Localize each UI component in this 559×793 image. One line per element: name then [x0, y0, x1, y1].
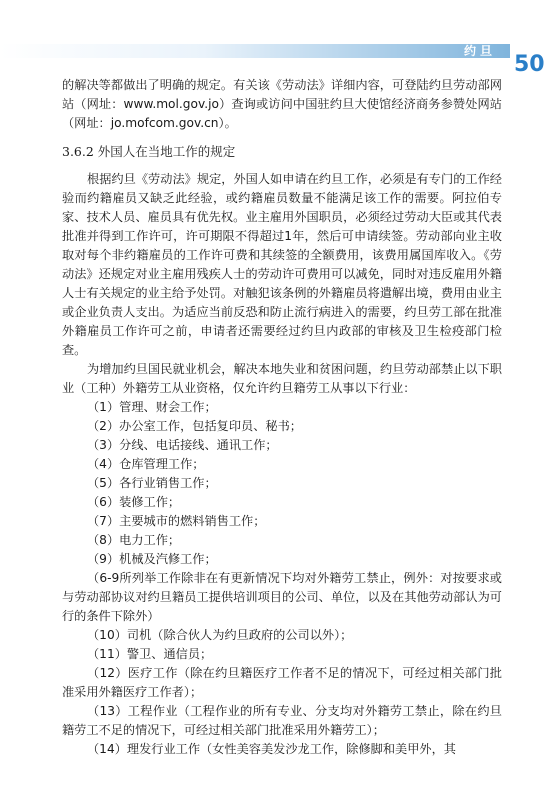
section-heading: 3.6.2 外国人在当地工作的规定	[62, 144, 236, 159]
list-item: （7）主要城市的燃料销售工作；	[87, 514, 266, 528]
list-item: （10）司机（除合伙人为约旦政府的公司以外）；	[87, 628, 353, 642]
list-item: （8）电力工作；	[87, 533, 181, 547]
paragraph-labor-law: 根据约旦《劳动法》规定，外国人如申请在约旦工作，必须是有专门的工作经验而约籍雇员又缺乏此经验，或约籍雇员数量不能满足该工作的需要。阿拉伯专家、技术人员、雇员具有优先权。业主雇用外国职员，必须经过劳动大臣或其代表批准并得到工作许可，许可期限不得超过1年，然后可申请续签。劳动部向业主收取对每个非约籍雇员的工作许可费和其续签的全额费用，该费用属国库收入。《劳动法》还规定对业主雇用残疾人士的劳动许可费用可以减免，同时对违反雇用外籍人士有关规定的业主给予处罚。对触犯该条例的外籍雇员将遣解出境，费用由业主或企业负责人支出。为适应当前反恐和防止流行病进入的需要，约旦劳工部在批准外籍雇员工作许可之前，申请者还需要经过约旦内政部的审核及卫生检疫部门检查。	[62, 172, 502, 357]
list-item: （9）机械及汽修工作；	[87, 552, 217, 566]
header-band	[0, 44, 510, 58]
list-item: （11）警卫、通信员；	[87, 647, 213, 661]
list-item: （3）分线、电话接线、通讯工作；	[87, 438, 278, 452]
list-item: （1）管理、财会工作；	[87, 400, 217, 414]
page-body	[62, 76, 502, 759]
list-item: （5）各行业销售工作；	[87, 476, 217, 490]
running-header-title: 约旦	[463, 44, 496, 58]
list-item: （6）装修工作；	[87, 495, 181, 509]
page-number: 50	[514, 52, 545, 77]
list-item: （4）仓库管理工作；	[87, 457, 205, 471]
intro-paragraph: 的解决等都做出了明确的规定。有关该《劳动法》详细内容，可登陆约旦劳动部网站（网址：www.mol.gov.jo）查询或访问中国驻约旦大使馆经济商务参赞处网站（网址：jo.mofcom.gov.cn）。	[62, 78, 502, 130]
list-item: （12）医疗工作（除在约旦籍医疗工作者不足的情况下，可经过相关部门批准采用外籍医疗工作者）；	[62, 666, 502, 699]
list-item: （13）工程作业（工程作业的所有专业、分支均对外籍劳工禁止，除在约旦籍劳工不足的情况下，可经过相关部门批准采用外籍劳工）；	[62, 704, 502, 737]
paragraph-exceptions: （6-9所列举工作除非在有更新情况下均对外籍劳工禁止，例外：对按要求或与劳动部协议对约旦籍员工提供培训项目的公司、单位，以及在其他劳动部认为可行的条件下除外）	[62, 571, 502, 623]
list-item: （14）理发行业工作（女性美容美发沙龙工作，除修脚和美甲外，其	[87, 742, 456, 756]
list-item: （2）办公室工作，包括复印员、秘书；	[87, 419, 302, 433]
paragraph-employment: 为增加约旦国民就业机会，解决本地失业和贫困问题，约旦劳动部禁止以下职业（工种）外籍劳工从业资格，仅允许约旦籍劳工从事以下行业：	[62, 362, 502, 395]
